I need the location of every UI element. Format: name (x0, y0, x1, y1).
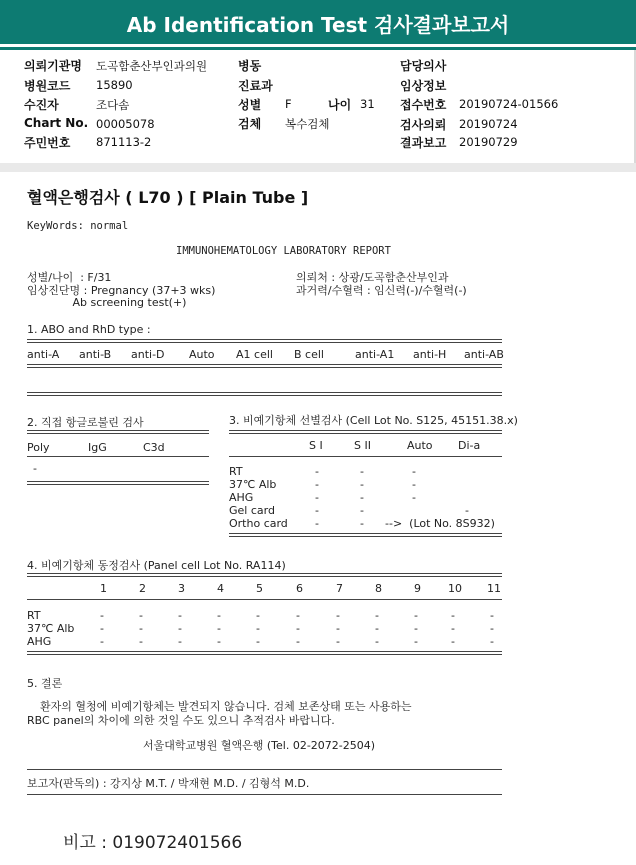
info-value: 31 (360, 97, 375, 111)
panel-cell: - (178, 622, 182, 635)
screen-row-label: AHG (229, 491, 254, 504)
double-rule (27, 573, 502, 577)
info-label: 진료과 (238, 79, 273, 93)
rule (27, 794, 502, 795)
double-rule (229, 430, 502, 434)
screen-cell: - (315, 465, 319, 478)
info-value: 00005078 (96, 117, 155, 131)
report-title: 혈액은행검사 ( L70 ) [ Plain Tube ] (27, 188, 309, 207)
screen-cell: - (412, 491, 416, 504)
panel-header: 10 (448, 582, 462, 595)
panel-cell: - (296, 609, 300, 622)
panel-cell: - (375, 635, 379, 648)
panel-header: 7 (336, 582, 343, 595)
abo-header: anti-H (413, 348, 447, 361)
section-2-title: 2. 직접 항글로불린 검사 (27, 416, 144, 429)
abo-header: anti-A1 (355, 348, 395, 361)
screen-cell: - (360, 504, 364, 517)
panel-row-label: 37℃ Alb (27, 622, 75, 635)
panel-cell: - (414, 622, 418, 635)
screen-cell: - (360, 478, 364, 491)
panel-cell: - (296, 622, 300, 635)
panel-cell: - (451, 609, 455, 622)
double-rule (27, 481, 209, 485)
rule (27, 769, 502, 770)
info-label: 담당의사 (400, 59, 447, 73)
panel-cell: - (256, 609, 260, 622)
keywords: KeyWords: normal (27, 220, 129, 232)
panel-header: 8 (375, 582, 382, 595)
abo-header: anti-B (79, 348, 112, 361)
dat-header: C3d (143, 441, 165, 454)
requester: 의뢰처 : 상광/도곡함춘산부인과 (296, 271, 449, 284)
info-label: 검사의뢰 (400, 118, 447, 132)
info-label: 검체 (238, 117, 262, 131)
double-rule (27, 430, 209, 434)
dat-header: IgG (88, 441, 107, 454)
panel-cell: - (256, 622, 260, 635)
rule (229, 456, 502, 457)
info-label: 병동 (238, 59, 262, 73)
screen-cell: - (360, 517, 364, 530)
info-label: 결과보고 (400, 136, 447, 150)
panel-cell: - (217, 622, 221, 635)
screen-header: Auto (407, 439, 433, 452)
report-header-title: Ab Identification Test 검사결과보고서 (126, 13, 510, 37)
panel-cell: - (296, 635, 300, 648)
info-label: 주민번호 (24, 136, 71, 150)
double-rule (27, 364, 502, 368)
section-3-title: 3. 비예기항체 선별검사 (Cell Lot No. S125, 45151.38.x) (229, 414, 518, 427)
panel-cell: - (375, 622, 379, 635)
panel-cell: - (178, 609, 182, 622)
info-label: 수진자 (24, 98, 59, 112)
screen-row-label: 37℃ Alb (229, 478, 277, 491)
section-separator (0, 163, 636, 172)
panel-cell: - (100, 609, 104, 622)
abo-header: anti-D (131, 348, 165, 361)
section-5-title: 5. 결론 (27, 677, 63, 690)
info-value: 20190724 (459, 117, 518, 131)
panel-cell: - (139, 635, 143, 648)
diagnosis: 임상진단명 : Pregnancy (37+3 wks) (27, 284, 216, 297)
section-4-title: 4. 비예기항체 동정검사 (Panel cell Lot No. RA114) (27, 559, 286, 572)
panel-header: 4 (217, 582, 224, 595)
panel-header: 1 (100, 582, 107, 595)
info-value: 조다솜 (96, 98, 130, 112)
panel-cell: - (139, 622, 143, 635)
panel-cell: - (375, 609, 379, 622)
screen-header: S I (309, 439, 323, 452)
abo-header: anti-A (27, 348, 60, 361)
section-1-title: 1. ABO and RhD type : (27, 323, 151, 336)
info-label: Chart No. (24, 116, 89, 130)
screen-cell: - (465, 504, 469, 517)
sex-age: 성별/나이 : F/31 (27, 271, 112, 284)
info-label: 성별 (238, 98, 262, 112)
ortho-lot-note: --> (Lot No. 8S932) (385, 517, 495, 530)
screen-cell: - (315, 504, 319, 517)
diagnosis-2: Ab screening test(+) (27, 296, 187, 309)
info-label: 임상정보 (400, 79, 447, 93)
screen-cell: - (315, 491, 319, 504)
info-value: 20190724-01566 (459, 97, 559, 111)
screen-cell: - (412, 465, 416, 478)
info-label: 의뢰기관명 (24, 59, 82, 73)
footer-note: 비고 : 019072401566 (63, 833, 243, 853)
info-value: 도곡함춘산부인과의원 (96, 59, 208, 73)
abo-header: B cell (294, 348, 324, 361)
screen-row-label: RT (229, 465, 243, 478)
conclusion-line: 환자의 혈청에 비예기항체는 발견되지 않습니다. 검체 보존상태 또는 사용하는 (40, 700, 412, 713)
panel-cell: - (490, 635, 494, 648)
info-value: 871113-2 (96, 135, 152, 149)
panel-cell: - (414, 609, 418, 622)
panel-row-label: RT (27, 609, 41, 622)
info-label: 나이 (328, 98, 352, 112)
panel-header: 3 (178, 582, 185, 595)
panel-cell: - (414, 635, 418, 648)
panel-cell: - (217, 635, 221, 648)
info-value: 15890 (96, 78, 133, 92)
panel-cell: - (451, 635, 455, 648)
panel-cell: - (490, 622, 494, 635)
panel-cell: - (336, 635, 340, 648)
screen-cell: - (412, 478, 416, 491)
panel-header: 5 (256, 582, 263, 595)
screen-row-label: Gel card (229, 504, 275, 517)
panel-cell: - (100, 635, 104, 648)
panel-cell: - (256, 635, 260, 648)
header-divider (0, 47, 636, 50)
panel-cell: - (100, 622, 104, 635)
dat-value: - (33, 462, 37, 475)
info-label: 병원코드 (24, 79, 71, 93)
conclusion-line: RBC panel의 차이에 의한 것일 수도 있으니 추적검사 바랍니다. (27, 714, 335, 727)
panel-cell: - (451, 622, 455, 635)
double-rule (27, 651, 502, 655)
panel-cell: - (490, 609, 494, 622)
double-rule (27, 339, 502, 343)
report-header (0, 0, 636, 44)
double-rule (229, 533, 502, 537)
panel-header: 11 (487, 582, 501, 595)
info-value: F (285, 97, 292, 111)
info-label: 접수번호 (400, 98, 447, 112)
abo-header: anti-AB (464, 348, 504, 361)
screen-header: Di-a (458, 439, 481, 452)
rule (27, 599, 502, 600)
panel-cell: - (336, 609, 340, 622)
screen-cell: - (315, 478, 319, 491)
screen-row-label: Ortho card (229, 517, 288, 530)
panel-cell: - (139, 609, 143, 622)
history: 과거력/수혈력 : 임신력(-)/수혈력(-) (296, 284, 467, 297)
panel-cell: - (217, 609, 221, 622)
dat-header: Poly (27, 441, 50, 454)
hospital-contact: 서울대학교병원 혈액은행 (Tel. 02-2072-2504) (143, 739, 376, 752)
double-rule (27, 392, 502, 396)
screen-header: S II (354, 439, 371, 452)
abo-header: A1 cell (236, 348, 273, 361)
panel-header: 9 (414, 582, 421, 595)
screen-cell: - (360, 491, 364, 504)
panel-cell: - (178, 635, 182, 648)
panel-header: 2 (139, 582, 146, 595)
panel-header: 6 (296, 582, 303, 595)
panel-cell: - (336, 622, 340, 635)
info-value: 20190729 (459, 135, 518, 149)
panel-row-label: AHG (27, 635, 52, 648)
reporter: 보고자(판독의) : 강지상 M.T. / 박재현 M.D. / 김형석 M.D. (27, 777, 310, 790)
info-value: 복수검체 (285, 117, 330, 131)
abo-header: Auto (189, 348, 215, 361)
lab-title: IMMUNOHEMATOLOGY LABORATORY REPORT (176, 245, 391, 257)
screen-cell: - (360, 465, 364, 478)
screen-cell: - (315, 517, 319, 530)
rule (27, 456, 209, 457)
